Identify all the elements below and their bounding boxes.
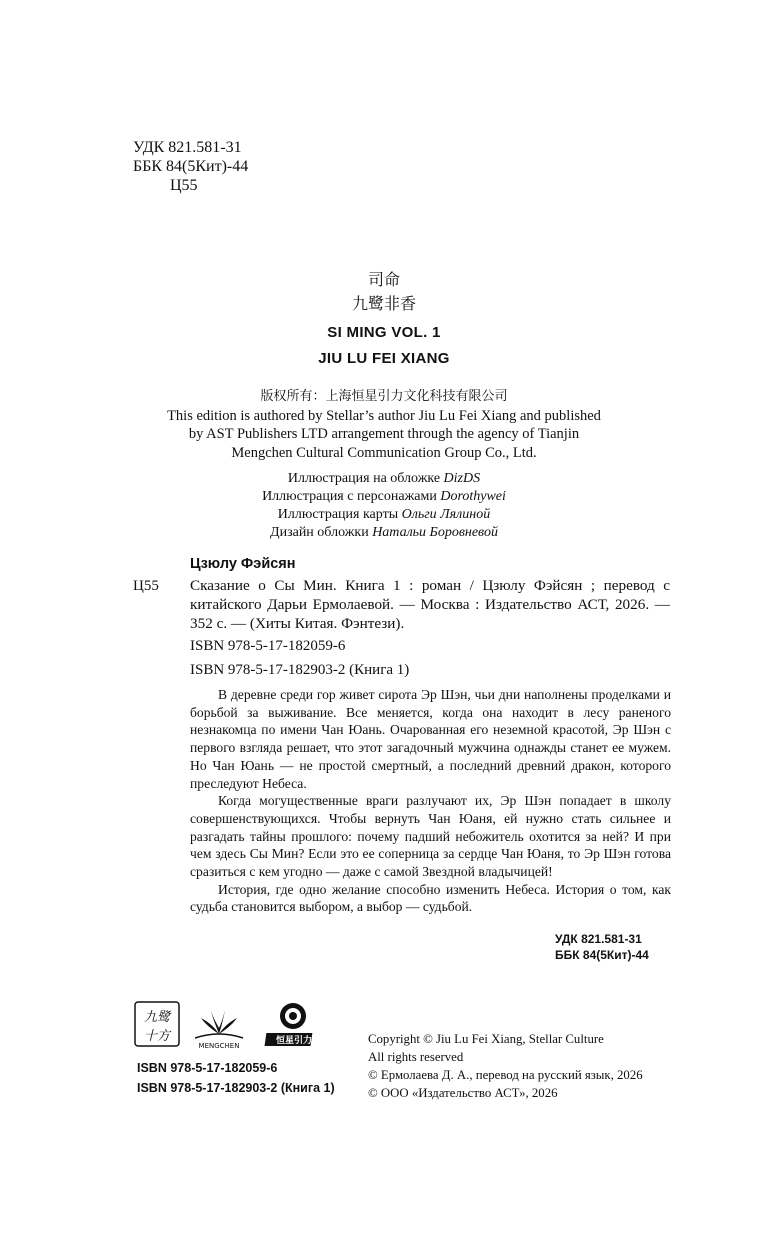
- rights-notice: [0, 388, 768, 462]
- copyright-line-4: © ООО «Издательство АСТ», 2026: [368, 1086, 558, 1100]
- publisher-logos: [133, 1000, 323, 1050]
- classification-block: [133, 138, 248, 195]
- copyright-line-3: © Ермолаева Д. А., перевод на русский язык, 2026: [368, 1068, 643, 1082]
- credit-name: Ольги Лялиной: [401, 507, 491, 522]
- svg-text:恒星引力: 恒星引力: [275, 1036, 313, 1046]
- credit-role: Иллюстрация карты: [277, 507, 402, 522]
- chinese-title-block: [0, 268, 768, 316]
- rights-line-1: This edition is authored by Stellar’s author Jiu Lu Fei Xiang and published: [167, 407, 601, 424]
- credit-role: Дизайн обложки: [270, 525, 373, 540]
- cn-title: 司命: [367, 270, 400, 289]
- classification-small: [555, 931, 649, 963]
- catalog-isbn-1: ISBN 978-5-17-182059-6: [190, 638, 346, 654]
- catalog-isbn-2: ISBN 978-5-17-182903-2 (Книга 1): [190, 662, 410, 678]
- catalog-description: Сказание о Сы Мин. Книга 1 : роман / Цзюлу Фэйсян ; перевод с китайского Дарьи Ермолаевой. — Москва : Издательство АСТ, 2026. — 352 с. — (Хиты Китая. Фэнтези).: [190, 577, 670, 632]
- rights-cn-line: 版权所有：上海恒星引力文化科技有限公司: [260, 389, 508, 404]
- author-sign: Ц55: [170, 177, 198, 194]
- credit-design: [0, 524, 768, 542]
- en-author: JIU LU FEI XIANG: [318, 350, 450, 367]
- credits-block: [0, 470, 768, 542]
- mengchen-label: MENGCHEN: [198, 1042, 240, 1050]
- copyright-line-1: Copyright © Jiu Lu Fei Xiang, Stellar Culture: [368, 1032, 604, 1046]
- catalog-author: Цзюлу Фэйсян: [190, 556, 296, 572]
- bbk-small: ББК 84(5Кит)-44: [555, 948, 649, 962]
- credit-name: DizDS: [443, 471, 481, 486]
- svg-text:十方: 十方: [143, 1029, 171, 1044]
- credit-role: Иллюстрация на обложке: [287, 471, 444, 486]
- credit-map: [0, 506, 768, 524]
- copyright-block: [368, 1030, 643, 1102]
- isbn-bottom-2: ISBN 978-5-17-182903-2 (Книга 1): [137, 1081, 335, 1095]
- svg-text:九鹭: 九鹭: [143, 1010, 171, 1025]
- mengchen-logo: [195, 1010, 243, 1050]
- udk-code: УДК 821.581-31: [133, 139, 242, 156]
- annotation-paragraph: Когда могущественные враги разлучают их, Эр Шэн попадает в школу совершенствующихся. Чтобы вернуть Чан Юаня, ей нужно стать сильнее и разгадать тайны прошлого: почему падший небожитель охотится за ней? И при чем здесь Сы Мин? Если это ее соперница за сердце Чан Юаня, то Эр Шэн готова сразиться с кем угодно — даже с самой Звездной владычицей!: [190, 793, 671, 880]
- copyright-line-2: All rights reserved: [368, 1050, 464, 1064]
- cn-author: 九鹭非香: [351, 294, 416, 313]
- bbk-code: ББК 84(5Кит)-44: [133, 158, 249, 175]
- annotation: [190, 686, 671, 916]
- annotation-paragraph: История, где одно желание способно изменить Небеса. История о том, как судьба становится выбором, а выбор — судьбой.: [190, 881, 671, 915]
- credit-role: Иллюстрация с персонажами: [262, 489, 441, 504]
- catalog-code: Ц55: [133, 578, 159, 594]
- credit-name: Натальи Боровневой: [372, 525, 498, 540]
- credit-cover: [0, 470, 768, 488]
- logos-svg: [133, 1000, 323, 1050]
- jiulu-shifang-logo: [135, 1002, 179, 1046]
- stellar-logo: [265, 1003, 313, 1046]
- rights-line-2: by AST Publishers LTD arrangement through the agency of Tianjin: [188, 426, 580, 442]
- credit-name: Dorothywei: [440, 489, 506, 504]
- rights-line-3: Mengchen Cultural Communication Group Co., Ltd.: [231, 444, 537, 461]
- annotation-paragraph: В деревне среди гор живет сирота Эр Шэн, чьи дни наполнены проделками и борьбой за выживание. Все меняется, когда она находит в лесу раненого незнакомца по имени Чан Юань. Очарованная его неземной красотой, Эр Шэн с первого взгляда решает, что этот загадочный мужчина однажды станет ее мужем. Но Чан Юань — не простой смертный, а последний древний дракон, которого преследуют Небеса.: [190, 687, 671, 791]
- en-title: SI MING VOL. 1: [327, 324, 441, 341]
- isbn-bottom-block: [137, 1058, 335, 1098]
- udk-small: УДК 821.581-31: [555, 932, 642, 946]
- isbn-bottom-1: ISBN 978-5-17-182059-6: [137, 1061, 278, 1075]
- credit-characters: [0, 488, 768, 506]
- english-title-block: [0, 320, 768, 372]
